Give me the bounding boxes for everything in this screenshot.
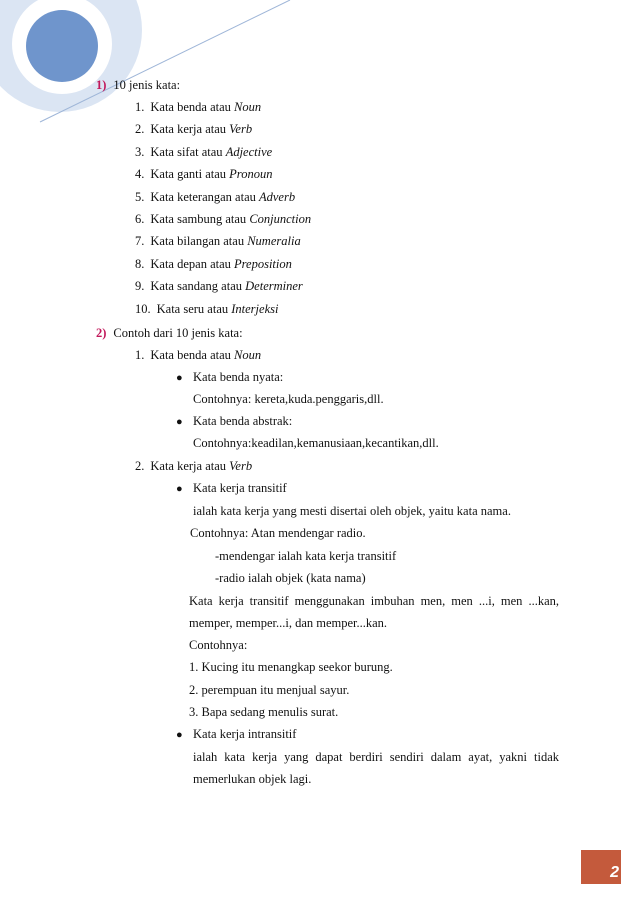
section1-heading: 10 jenis kata:	[113, 78, 181, 92]
verb-sentence-2: 2. perempuan itu menjual sayur.	[189, 683, 350, 697]
section1-list-item: 1. Kata benda atau Noun	[135, 100, 262, 114]
bullet-icon: ●	[176, 416, 183, 428]
section1-list-item: 3. Kata sifat atau Adjective	[135, 144, 273, 159]
verb-example-note-2: -radio ialah objek (kata nama)	[215, 571, 366, 585]
section1-list-item: 8. Kata depan atau Preposition	[135, 256, 292, 271]
noun-bullet-2: Kata benda abstrak:	[193, 414, 293, 428]
page-number: 2	[610, 864, 619, 881]
section1-list-item: 4. Kata ganti atau Pronoun	[135, 167, 273, 182]
section1-list-item: 7. Kata bilangan atau Numeralia	[135, 234, 301, 249]
corner-decoration	[0, 0, 300, 140]
section1-marker: 1)	[96, 78, 107, 92]
section1-list-item: 6. Kata sambung atau Conjunction	[135, 212, 312, 226]
verb-bullet-1-definition: ialah kata kerja yang mesti disertai oleh objek, yaitu kata nama.	[193, 504, 511, 518]
verb-bullet-2-definition-line-2: memerlukan objek lagi.	[193, 772, 312, 786]
bullet-icon: ●	[176, 372, 183, 384]
verb-bullet-2-definition-line-1: ialah kata kerja yang dapat berdiri sendiri dalam ayat, yakni tidak	[193, 750, 559, 764]
section2-heading: Contoh dari 10 jenis kata:	[113, 326, 243, 340]
section1-list-item: 9. Kata sandang atau Determiner	[135, 279, 303, 294]
page-number-box	[581, 850, 621, 884]
bullet-icon: ●	[176, 729, 183, 741]
verb-item: 2. Kata kerja atau Verb	[135, 459, 253, 473]
noun-bullet-1: Kata benda nyata:	[193, 370, 284, 384]
verb-bullet-1: Kata kerja transitif	[193, 481, 287, 495]
noun-item: 1. Kata benda atau Noun	[135, 348, 262, 362]
section2-heading-line	[96, 325, 243, 341]
verb-bullet-1-example: Contohnya: Atan mendengar radio.	[190, 526, 366, 540]
section1-heading-line	[96, 77, 180, 93]
section1-list-item: 2. Kata kerja atau Verb	[135, 122, 253, 137]
noun-bullet-1-example: Contohnya: kereta,kuda.penggaris,dll.	[193, 392, 384, 406]
noun-bullet-2-example: Contohnya:keadilan,kemanusiaan,kecantikan,dll.	[193, 436, 439, 450]
verb-bullet-2: Kata kerja intransitif	[193, 727, 297, 741]
verb-sentence-1: 1. Kucing itu menangkap seekor burung.	[189, 660, 393, 674]
section2-marker: 2)	[96, 326, 107, 340]
verb-paragraph-line-1: Kata kerja transitif menggunakan imbuhan men, men ...i, men ...kan,	[189, 594, 559, 608]
bullet-icon: ●	[176, 483, 183, 495]
section1-list-item: 10. Kata seru atau Interjeksi	[135, 301, 279, 316]
verb-examples-label: Contohnya:	[189, 638, 248, 652]
section1-list-item: 5. Kata keterangan atau Adverb	[135, 189, 296, 204]
verb-example-note-1: -mendengar ialah kata kerja transitif	[215, 549, 397, 563]
verb-paragraph-line-2: memper, memper...i, dan memper...kan.	[189, 616, 388, 630]
verb-sentence-3: 3. Bapa sedang menulis surat.	[189, 705, 339, 719]
